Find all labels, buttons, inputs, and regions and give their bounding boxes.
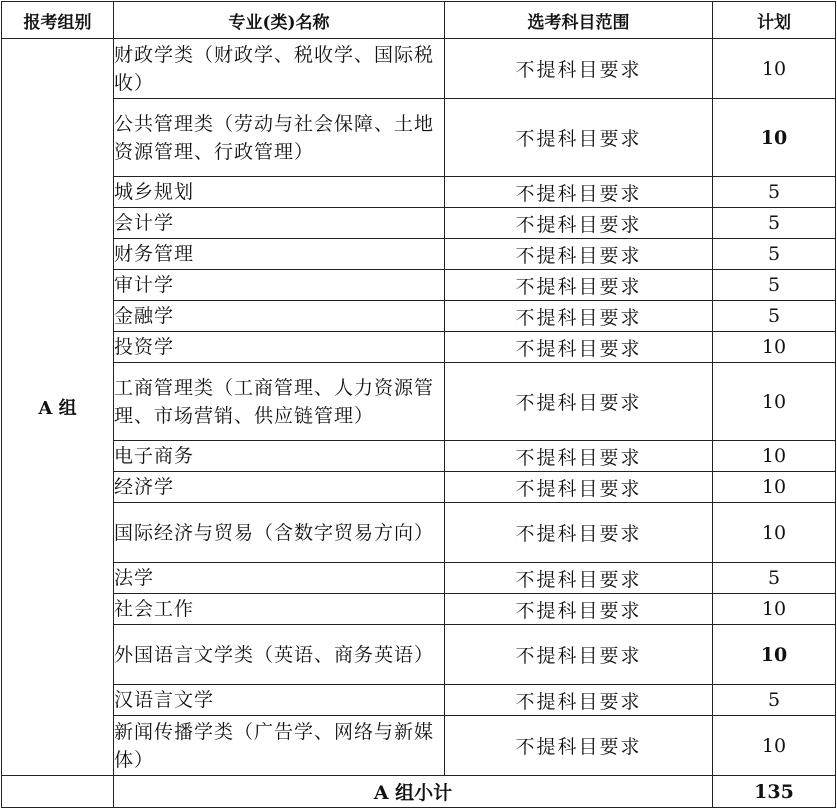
major-name: 汉语言文学 (114, 685, 445, 716)
table-row (2, 39, 836, 99)
subtotal-label: A 组小计 (114, 776, 713, 808)
table-row (2, 472, 836, 503)
plan-count: 5 (713, 301, 836, 332)
subtotal-blank (2, 776, 114, 808)
enrollment-plan-table (1, 1, 836, 808)
table-row (2, 363, 836, 441)
header-group: 报考组别 (2, 2, 114, 39)
plan-count: 5 (713, 563, 836, 594)
table-row (2, 563, 836, 594)
table-row (2, 332, 836, 363)
major-name: 电子商务 (114, 441, 445, 472)
subject-requirement: 不提科目要求 (445, 177, 713, 208)
plan-count: 10 (713, 716, 836, 776)
subject-requirement: 不提科目要求 (445, 563, 713, 594)
subject-requirement: 不提科目要求 (445, 625, 713, 685)
table-row (2, 625, 836, 685)
plan-count: 5 (713, 270, 836, 301)
table-row (2, 441, 836, 472)
header-plan: 计划 (713, 2, 836, 39)
plan-count: 5 (713, 239, 836, 270)
table-row (2, 503, 836, 563)
table-row (2, 716, 836, 776)
subject-requirement: 不提科目要求 (445, 301, 713, 332)
table-row (2, 208, 836, 239)
plan-count: 5 (713, 685, 836, 716)
major-name: 经济学 (114, 472, 445, 503)
major-name: 审计学 (114, 270, 445, 301)
subject-requirement: 不提科目要求 (445, 208, 713, 239)
major-name: 国际经济与贸易（含数字贸易方向） (114, 503, 445, 563)
major-name: 财务管理 (114, 239, 445, 270)
major-name: 法学 (114, 563, 445, 594)
subject-requirement: 不提科目要求 (445, 363, 713, 441)
plan-count: 5 (713, 208, 836, 239)
subtotal-row (2, 776, 836, 808)
major-name: 城乡规划 (114, 177, 445, 208)
major-name: 财政学类（财政学、税收学、国际税收） (114, 39, 445, 99)
subject-requirement: 不提科目要求 (445, 39, 713, 99)
major-name: 投资学 (114, 332, 445, 363)
subject-requirement: 不提科目要求 (445, 685, 713, 716)
table-row (2, 239, 836, 270)
major-name: 工商管理类（工商管理、人力资源管理、市场营销、供应链管理） (114, 363, 445, 441)
subtotal-value: 135 (713, 776, 836, 808)
subject-requirement: 不提科目要求 (445, 332, 713, 363)
plan-count: 10 (713, 594, 836, 625)
major-name: 公共管理类（劳动与社会保障、土地资源管理、行政管理） (114, 99, 445, 177)
table-row (2, 685, 836, 716)
subject-requirement: 不提科目要求 (445, 594, 713, 625)
plan-count: 5 (713, 177, 836, 208)
major-name: 外国语言文学类（英语、商务英语） (114, 625, 445, 685)
subject-requirement: 不提科目要求 (445, 441, 713, 472)
table-row (2, 301, 836, 332)
table-row (2, 270, 836, 301)
subject-requirement: 不提科目要求 (445, 503, 713, 563)
plan-count: 10 (713, 99, 836, 177)
plan-count: 10 (713, 472, 836, 503)
table-row (2, 594, 836, 625)
subject-requirement: 不提科目要求 (445, 99, 713, 177)
subject-requirement: 不提科目要求 (445, 239, 713, 270)
header-major: 专业(类)名称 (114, 2, 445, 39)
table-row (2, 177, 836, 208)
major-name: 社会工作 (114, 594, 445, 625)
plan-count: 10 (713, 363, 836, 441)
plan-count: 10 (713, 441, 836, 472)
header-row (2, 2, 836, 39)
header-subjects: 选考科目范围 (445, 2, 713, 39)
table-row (2, 99, 836, 177)
subject-requirement: 不提科目要求 (445, 270, 713, 301)
major-name: 金融学 (114, 301, 445, 332)
plan-count: 10 (713, 625, 836, 685)
subject-requirement: 不提科目要求 (445, 472, 713, 503)
subject-requirement: 不提科目要求 (445, 716, 713, 776)
group-label: A 组 (2, 39, 114, 776)
plan-count: 10 (713, 39, 836, 99)
major-name: 会计学 (114, 208, 445, 239)
major-name: 新闻传播学类（广告学、网络与新媒体） (114, 716, 445, 776)
plan-count: 10 (713, 503, 836, 563)
plan-count: 10 (713, 332, 836, 363)
